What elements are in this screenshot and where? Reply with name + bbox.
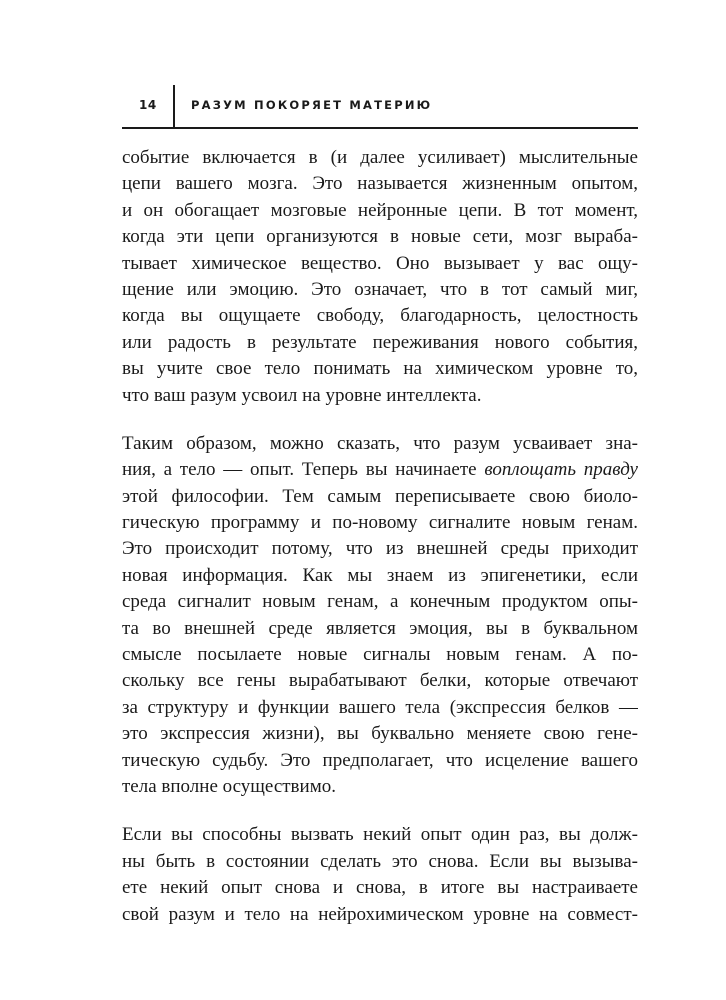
text-line: скольку все гены вырабатывают белки, которые отвечают (122, 670, 638, 692)
text-segment: ния, а тело — опыт. Теперь вы начинаете (122, 459, 485, 481)
text-line: та во внешней среде является эмоция, вы в буквальном (122, 617, 638, 639)
text-line: когда вы ощущаете свободу, благодарность, целостность (122, 305, 638, 327)
text-line: это экспрессия жизни), вы буквально меняете свою генe- (122, 723, 638, 745)
paragraph-1 (122, 145, 638, 409)
text-line: тела вполне осуществимо. (122, 775, 336, 797)
text-line: щение или эмоцию. Это означает, что в тот самый миг, (122, 278, 638, 300)
text-line: среда сигналит новым генам, а конечным продуктом опы- (122, 591, 638, 613)
emphasis-text: воплощать правду (484, 459, 638, 481)
paragraph-2 (122, 431, 638, 800)
text-line: за структуру и функции вашего тела (экспрессия белков — (122, 696, 638, 718)
body-text (122, 145, 638, 928)
header-divider (173, 85, 175, 127)
running-title: РАЗУМ ПОКОРЯЕТ МАТЕРИЮ (191, 98, 433, 112)
text-line-with-emphasis (122, 457, 638, 483)
text-line: гическую программу и по-новому сигналите новым генам. (122, 512, 638, 534)
text-line: цепи вашего мозга. Это называется жизненным опытом, (122, 173, 638, 195)
page-header (122, 85, 638, 129)
page-number: 14 (139, 98, 157, 112)
text-line: новая информация. Как мы знаем из эпигенетики, если (122, 564, 638, 586)
text-line: вы учите свое тело понимать на химическом уровне то, (122, 358, 638, 380)
text-line: или радость в результате переживания нового события, (122, 331, 638, 353)
text-line: смысле посылаете новые сигналы новым генам. А по- (122, 644, 638, 666)
text-line: этой философии. Тем самым переписываете свою биоло- (122, 485, 638, 507)
text-line: ны быть в состоянии сделать это снова. Если вы вызыва- (122, 850, 638, 872)
text-line: ете некий опыт снова и снова, в итоге вы настраиваете (122, 877, 638, 899)
text-line: и он обогащает мозговые нейронные цепи. В тот момент, (122, 199, 638, 221)
text-line: что ваш разум усвоил на уровне интеллекта. (122, 384, 482, 406)
text-line: когда эти цепи организуются в новые сети, мозг выраба- (122, 226, 638, 248)
text-line: Это происходит потому, что из внешней среды приходит (122, 538, 638, 560)
text-line: тывает химическое вещество. Оно вызывает у вас ощу- (122, 252, 638, 274)
text-line: событие включается в (и далее усиливает) мыслительные (122, 147, 638, 168)
text-line: тическую судьбу. Это предполагает, что исцеление вашего (122, 749, 638, 771)
text-line: Таким образом, можно сказать, что разум усваивает зна- (122, 432, 638, 454)
text-line: Если вы способны вызвать некий опыт один раз, вы долж- (122, 824, 638, 846)
text-line: свой разум и тело на нейрохимическом уровне на совмест- (122, 903, 638, 925)
paragraph-3 (122, 822, 638, 928)
